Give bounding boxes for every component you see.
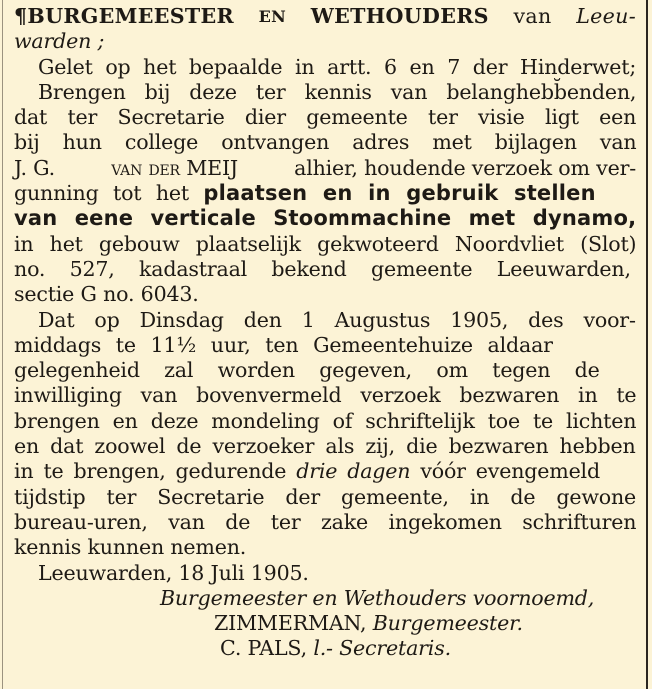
applicant-initials: J. G. (14, 155, 56, 180)
mayor-title: Burgemeester. (372, 611, 523, 636)
signature-secretary (14, 636, 636, 661)
mayor-name: ZIMMERMAN, (214, 611, 367, 636)
text-line-secretarie: dat ter Secretarie dier gemeente ter visie ligt een (14, 105, 637, 130)
text-line-sectie: sectie G no. 6043. (14, 282, 199, 307)
applicant-rest: alhier, houdende verzoek om ver- (294, 155, 636, 180)
text-line-gedurende (14, 459, 636, 484)
text-line-college: bij hun college ontvangen adres met bijlagen van (14, 130, 637, 155)
text-line-gebouw: in het gebouw plaatselijk gekwoteerd Noordvliet (Slot) (14, 231, 637, 256)
text-line-applicant (14, 156, 636, 181)
applicant-name-prefix: van der (111, 155, 180, 180)
gedurende-a: in te brengen, gedurende (14, 459, 287, 484)
secretary-name: C. PALS, (220, 636, 307, 661)
bold-request-1: plaatsen en in gebruik stellen (203, 181, 596, 206)
secretary-title: l.- Secretaris. (313, 636, 451, 661)
heading-place-1: Leeu- (576, 4, 636, 28)
text-line-zoowel: en dat zoowel de verzoeker als zij, die bezwaren hebben (14, 434, 636, 459)
heading-burgemeester: BURGEMEESTER (27, 4, 234, 28)
middags-time: 11½ (150, 332, 197, 357)
text-line-no: no. 527, kadastraal bekend gemeente Leeuwarden, (14, 256, 631, 281)
gedurende-b: vóór evengemeld (420, 459, 600, 484)
middags-b: uur, ten Gemeentehuize aldaar (210, 332, 553, 357)
text-line-kennis: kennis kunnen nemen. (14, 535, 247, 560)
text-line-tijdstip: tijdstip ter Secretarie der gemeente, in de gewone (14, 484, 637, 509)
signature-board: Burgemeester en Wethouders voornoemd, (160, 585, 595, 610)
text-line-inwilliging: inwilliging van bovenvermeld verzoek bezwaren in te (14, 383, 637, 408)
place-date: Leeuwarden, 18 Juli 1905. (38, 560, 309, 585)
column-rule (646, 0, 648, 689)
heading-place-2: warden ; (14, 29, 105, 54)
heading-en: EN (258, 7, 287, 26)
middags-a: middags te (14, 332, 136, 357)
bold-request-2: van eene verticale Stoommachine met dynamo, (14, 206, 637, 231)
public-notice (14, 4, 636, 662)
applicant-name: MEIJ (186, 155, 238, 180)
text-line-gelegenheid: gelegenheid zal worden gegeven, om tegen de (14, 358, 600, 383)
text-line-bureau-uren: bureau-uren, van de ter zake ingekomen schrifturen (14, 509, 637, 534)
heading-initial: ¶ (14, 4, 28, 28)
text-line-brengen: Brengen bij deze ter kennis van belanghebb̆enden, (38, 79, 637, 104)
notice-heading (14, 4, 636, 29)
heading-van: van (513, 4, 552, 28)
text-line-gelet: Gelet op het bepaalde in artt. 6 en 7 der Hinderwet; (38, 54, 637, 79)
left-edge-rule (2, 0, 3, 689)
signature-mayor (14, 611, 636, 636)
drie-dagen: drie dagen (296, 459, 411, 484)
gunning-text: gunning tot het (14, 181, 189, 206)
text-line-gunning (14, 181, 636, 206)
text-line-dinsdag: Dat op Dinsdag den 1 Augustus 1905, des voor- (38, 307, 636, 332)
heading-wethouders: WETHOUDERS (310, 4, 489, 28)
text-line-middags (14, 333, 636, 358)
text-line-brengen-2: brengen en deze mondeling of schriftelijk toe te lichten (14, 408, 637, 433)
